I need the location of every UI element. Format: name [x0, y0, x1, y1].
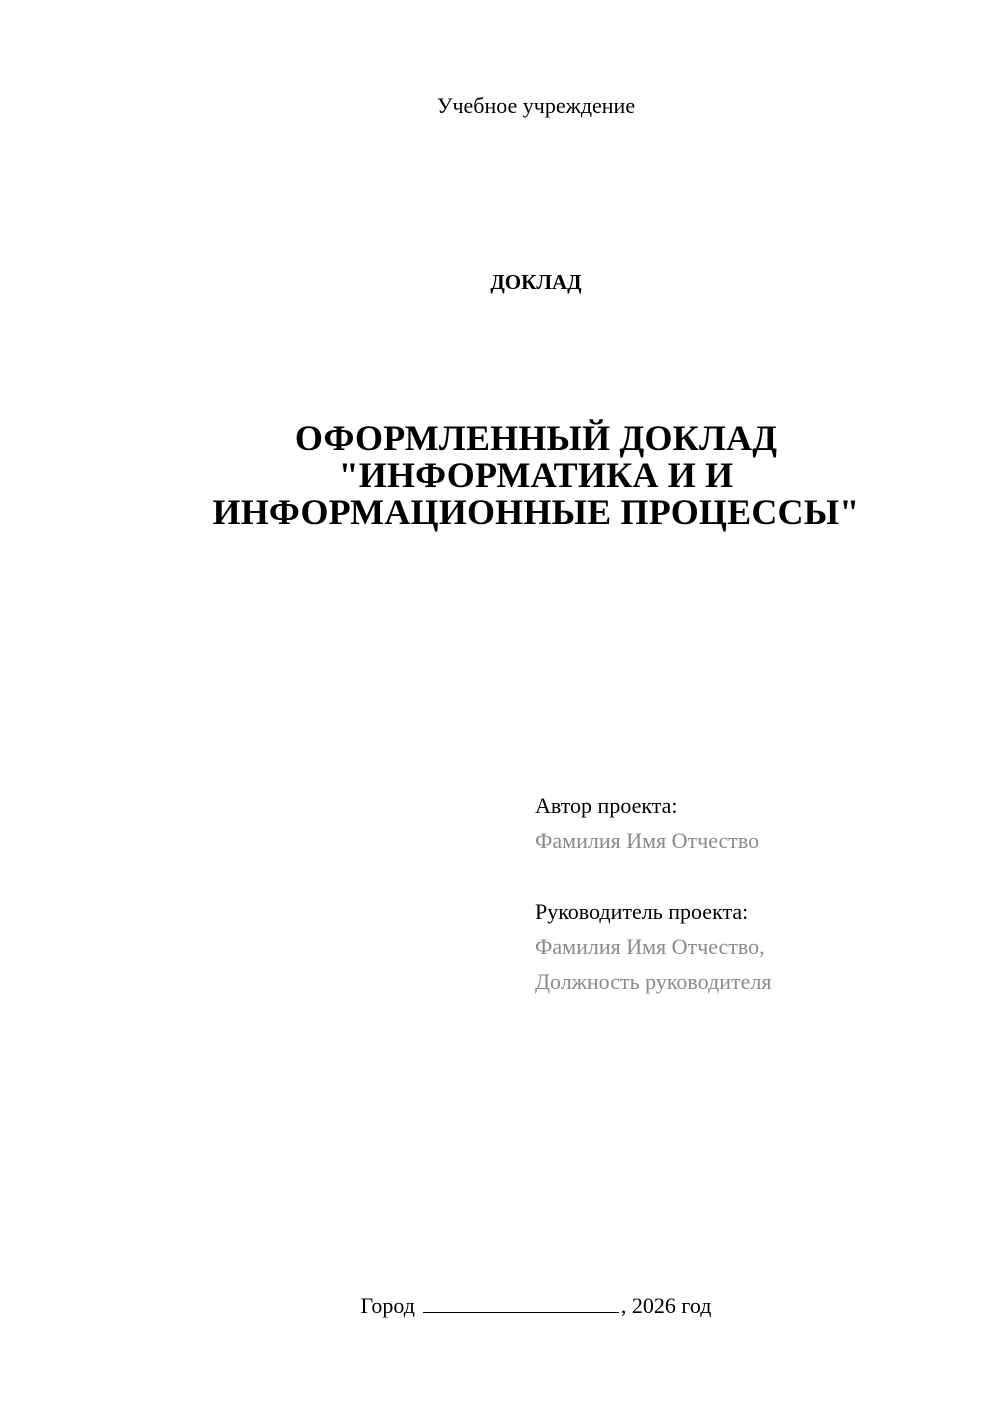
supervisor-name: Фамилия Имя Отчество, — [535, 934, 765, 959]
year-text: , 2026 год — [620, 1293, 712, 1318]
info-spacer — [535, 858, 955, 894]
author-name: Фамилия Имя Отчество — [535, 828, 760, 853]
institution-name: Учебное учреждение — [436, 93, 636, 118]
project-info — [535, 788, 955, 999]
document-title-line: ИНФОРМАЦИОННЫЕ ПРОЦЕССЫ" — [212, 492, 860, 532]
supervisor-label: Руководитель проекта: — [535, 899, 749, 924]
document-title — [150, 420, 922, 531]
city-blank-line — [423, 1290, 619, 1313]
city-label: Город — [360, 1293, 415, 1318]
document-type: ДОКЛАД — [490, 270, 582, 294]
author-label: Автор проекта: — [535, 793, 678, 818]
document-title-line: "ИНФОРМАТИКА И И — [338, 455, 734, 495]
document-title-line: ОФОРМЛЕННЫЙ ДОКЛАД — [294, 418, 778, 458]
footer-city-year — [0, 1290, 1000, 1321]
supervisor-position: Должность руководителя — [535, 969, 772, 994]
